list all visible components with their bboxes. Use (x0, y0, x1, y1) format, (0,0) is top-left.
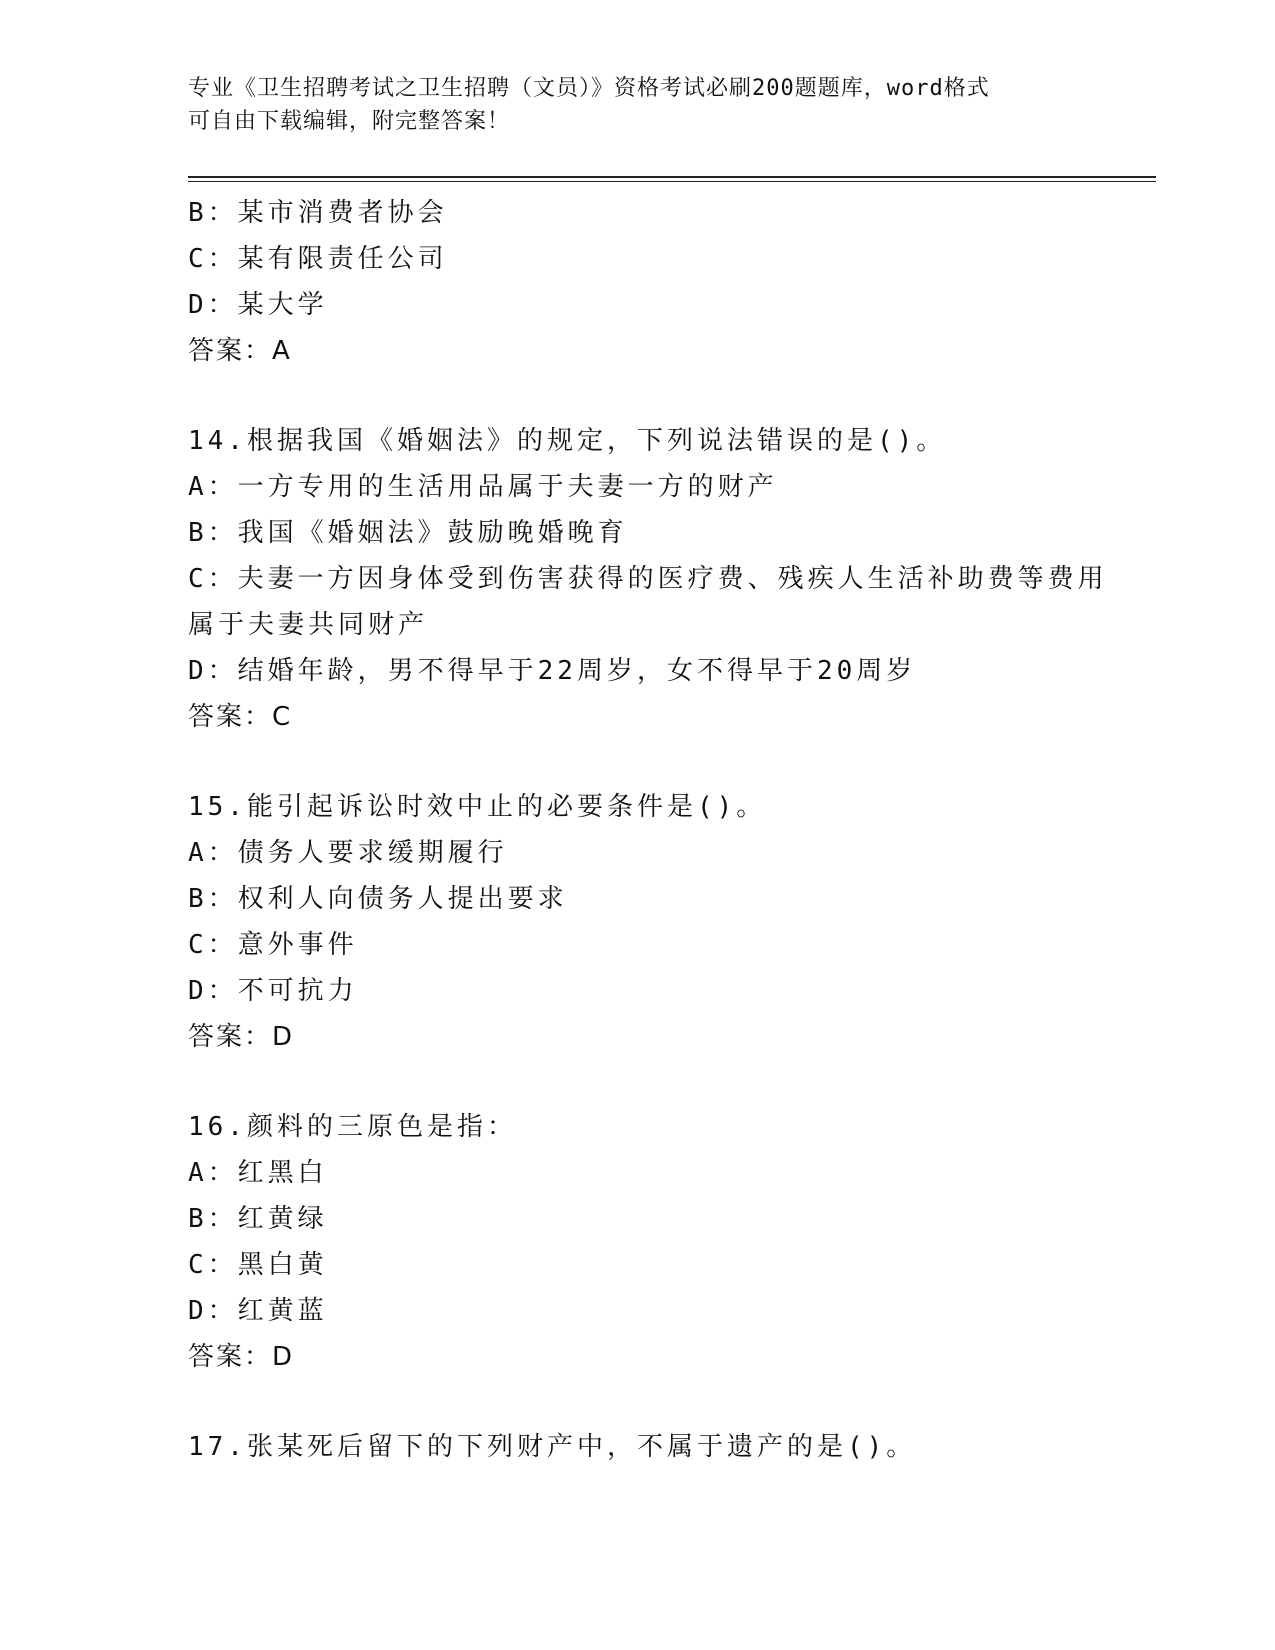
spacer (188, 374, 1088, 418)
spacer (188, 740, 1088, 784)
option-b: B：我国《婚姻法》鼓励晚婚晚育 (188, 518, 628, 548)
option-d: D：红黄蓝 (188, 1296, 328, 1326)
option-b: B：红黄绿 (188, 1204, 328, 1234)
option-c: C：黑白黄 (188, 1250, 328, 1280)
option-c: C：夫妻一方因身体受到伤害获得的医疗费、残疾人生活补助费等费用 (188, 564, 1108, 594)
question-list (188, 190, 1108, 1470)
option-b: B：权利人向债务人提出要求 (188, 884, 568, 914)
page-header (188, 72, 1068, 138)
question-block-17 (188, 1424, 1088, 1470)
question-text: 16.颜料的三原色是指： (188, 1112, 517, 1142)
option-a: A：一方专用的生活用品属于夫妻一方的财产 (188, 472, 778, 502)
answer-line: 答案：D (188, 1022, 295, 1052)
question-text: 14.根据我国《婚姻法》的规定，下列说法错误的是()。 (188, 426, 947, 456)
spacer (188, 1380, 1088, 1424)
option-d: D：某大学 (188, 290, 328, 320)
question-block-15 (188, 784, 1088, 1060)
header-line-1: 专业《卫生招聘考试之卫生招聘（文员）》资格考试必刷200题题库，word格式 (188, 76, 990, 101)
spacer (188, 1060, 1088, 1104)
question-block-13 (188, 190, 1088, 374)
header-rule-thin (188, 181, 1156, 182)
option-c: C：某有限责任公司 (188, 244, 448, 274)
header-line-2: 可自由下载编辑，附完整答案！ (188, 109, 511, 134)
header-rule-thick (188, 176, 1156, 178)
option-d: D：不可抗力 (188, 976, 358, 1006)
question-block-16 (188, 1104, 1088, 1380)
option-a: A：债务人要求缓期履行 (188, 838, 508, 868)
option-b: B：某市消费者协会 (188, 198, 448, 228)
answer-line: 答案：C (188, 702, 293, 732)
option-a: A：红黑白 (188, 1158, 328, 1188)
option-c: C：意外事件 (188, 930, 358, 960)
option-c-continued: 属于夫妻共同财产 (188, 610, 429, 640)
answer-line: 答案：A (188, 336, 292, 366)
question-text: 15.能引起诉讼时效中止的必要条件是()。 (188, 792, 767, 822)
answer-line: 答案：D (188, 1342, 295, 1372)
option-d: D：结婚年龄，男不得早于22周岁，女不得早于20周岁 (188, 656, 917, 686)
question-block-14 (188, 418, 1108, 740)
question-text: 17.张某死后留下的下列财产中，不属于遗产的是()。 (188, 1432, 917, 1462)
